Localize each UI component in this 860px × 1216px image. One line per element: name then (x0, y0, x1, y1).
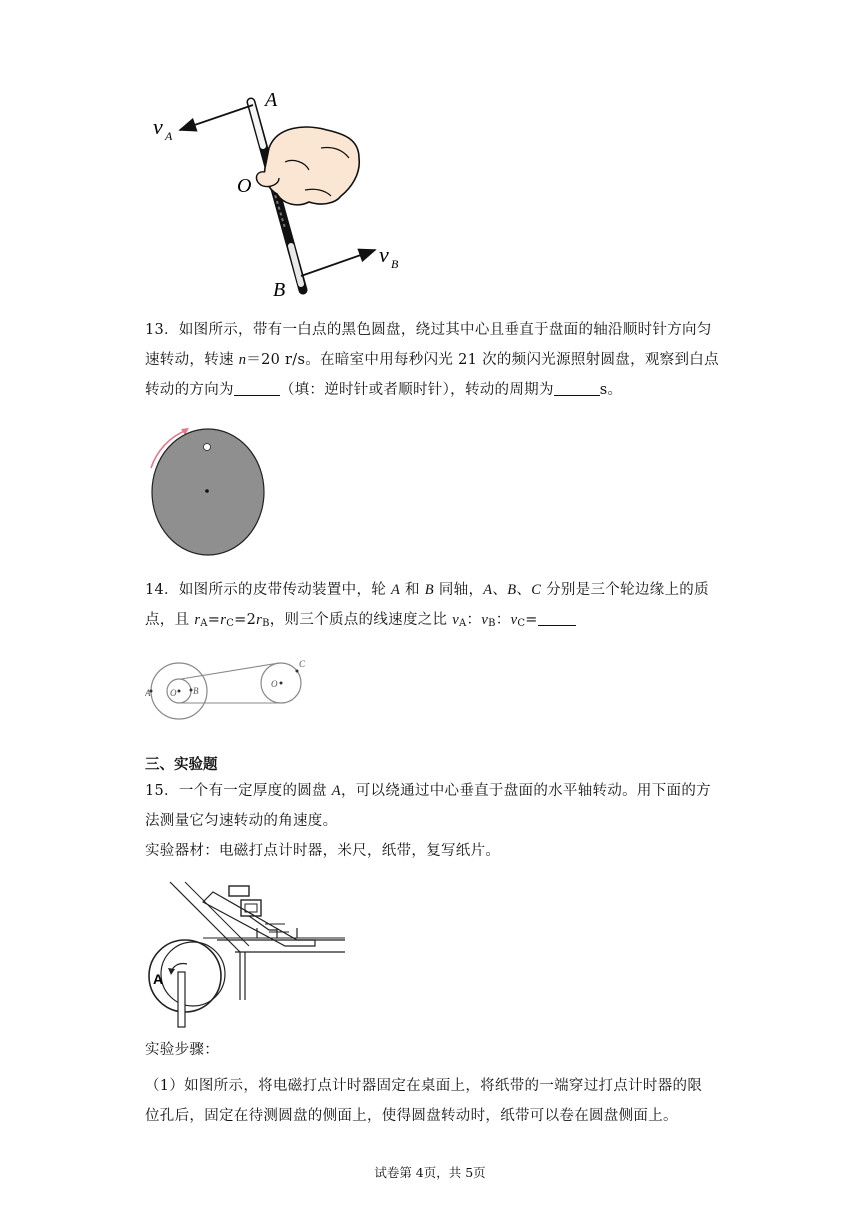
figure-timer-disk (145, 880, 355, 1030)
answer-blank-direction[interactable] (234, 379, 280, 396)
answer-blank-ratio[interactable] (538, 609, 576, 626)
page-footer: 试卷第 4页，共 5页 (374, 1165, 486, 1180)
q15-line1: 15．一个有一定厚度的圆盘 A，可以绕通过中心垂直于盘面的水平轴转动。用下面的方 (145, 783, 711, 799)
q15-step1-line1: （1）如图所示，将电磁打点计时器固定在桌面上，将纸带的一端穿过打点计时器的限 (145, 1078, 703, 1094)
belt-label-C: C (299, 659, 306, 669)
question-14 (145, 575, 725, 639)
vector-vB (301, 250, 375, 276)
belt-diagram (145, 655, 310, 725)
figure-belt-drive (145, 655, 310, 725)
pen-diagram (145, 78, 415, 303)
q14-line1: 14．如图所示的皮带传动装置中，轮 A 和 B 同轴，A、B、C 分别是三个轮边缘上的质 (145, 582, 709, 598)
q13-line3: 转动的方向为 （填：逆时针或者顺时针），转动的周期为 s。 (145, 375, 725, 405)
figure-rotating-disk (145, 420, 275, 560)
timer-diagram (145, 880, 355, 1030)
white-dot (204, 444, 211, 451)
label-vA-sub: A (165, 129, 173, 143)
question-13 (145, 315, 725, 405)
q13-line1: 13．如图所示，带有一白点的黑色圆盘，绕过其中心且垂直于盘面的轴沿顺时针方向匀 (145, 322, 712, 338)
timer-label-A: A (153, 971, 164, 987)
belt-label-A: A (145, 688, 151, 698)
belt-label-B: B (193, 686, 199, 696)
section-title-experiment: 三、实验题 (145, 757, 218, 773)
answer-blank-period[interactable] (554, 379, 600, 396)
belt-label-O1: O (271, 679, 278, 689)
q13-line2: 速转动，转速 n＝20 r/s。在暗室中用每秒闪光 21 次的频闪光源照射圆盘，观察到白点 (145, 352, 719, 368)
label-vB-sub: B (391, 257, 399, 271)
label-B: B (273, 279, 286, 301)
label-A: A (265, 89, 278, 111)
vector-vA (180, 105, 253, 130)
q15-steps-title: 实验步骤： (145, 1042, 219, 1058)
disk-diagram (145, 420, 275, 560)
belt-label-O: O (170, 688, 177, 698)
figure-pen-rotation (145, 78, 415, 303)
question-15-intro (145, 776, 725, 866)
q14-line2: 点，且 $r_A=r_C=2r_B$，则三个质点的线速度之比 $v_A$：$v_B$：$v_C=$ (145, 605, 725, 639)
disk-center (205, 489, 209, 493)
label-O: O (237, 175, 252, 197)
q15-step1-line2: 位孔后，固定在待测圆盘的侧面上，使得圆盘转动时，纸带可以卷在圆盘侧面上。 (145, 1108, 678, 1124)
hand-shape (265, 127, 360, 205)
label-vB: v (379, 242, 389, 267)
label-vA: v (153, 114, 163, 139)
question-15-steps (145, 1035, 725, 1131)
disk-axle (178, 972, 185, 1027)
q15-line2: 法测量它匀速转动的角速度。 (145, 813, 338, 829)
q15-materials: 实验器材：电磁打点计时器，米尺，纸带，复写纸片。 (145, 843, 501, 859)
